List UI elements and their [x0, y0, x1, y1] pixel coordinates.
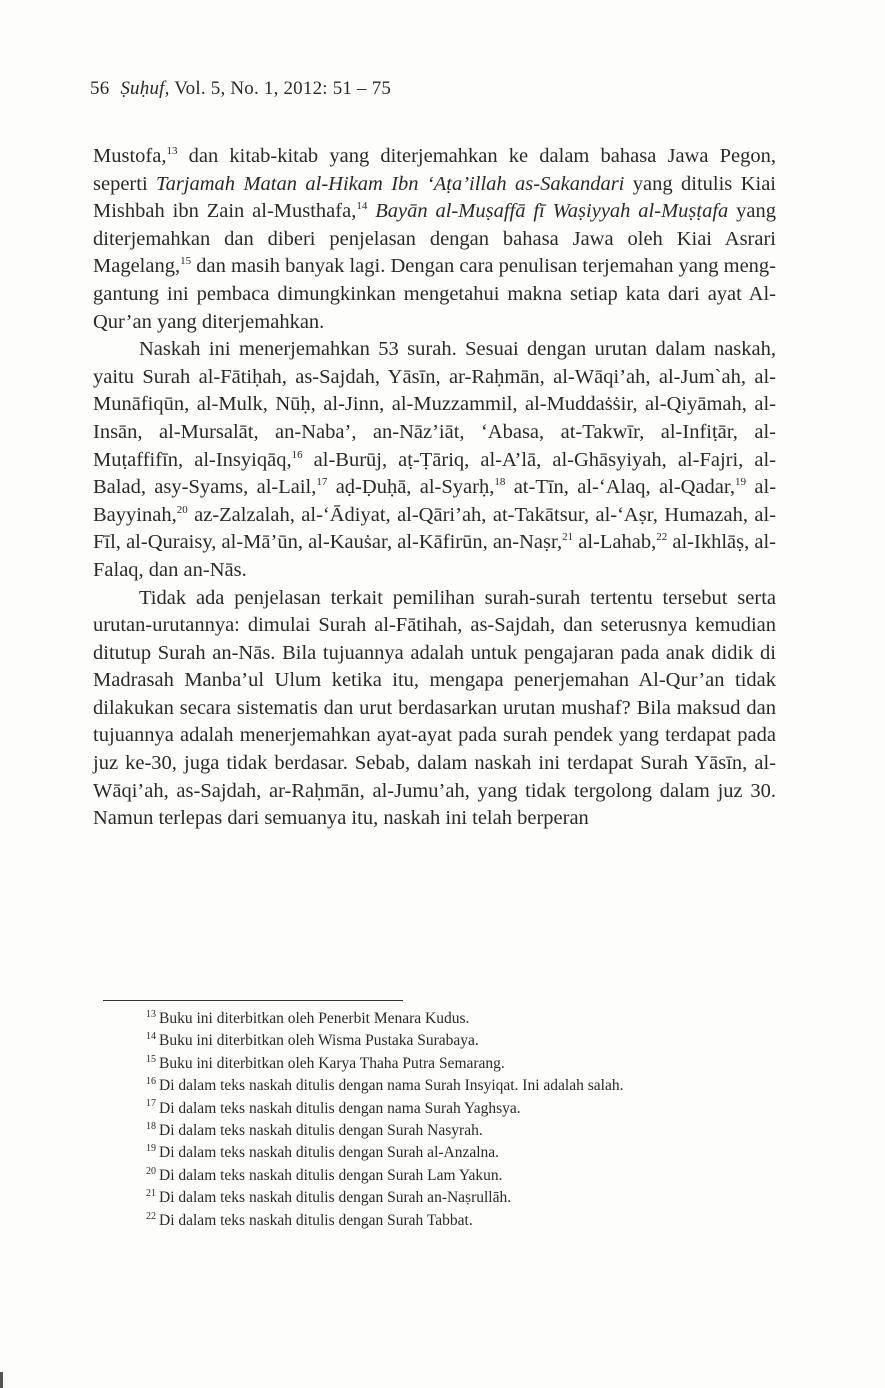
footnote-text: Di dalam teks naskah ditulis dengan Surah Lam Yakun. [159, 1166, 503, 1184]
scan-edge-mark [0, 1372, 3, 1388]
paragraph [93, 336, 776, 584]
journal-name: Ṣuḥuf, [120, 78, 170, 99]
text-run: dan kitab-kitab yang diterjemahkan ke dalam bahasa Jawa Pegon, seperti [93, 145, 776, 195]
footnote [100, 1053, 786, 1075]
footnote-text: Buku ini diterbitkan oleh Wisma Pustaka Surabaya. [159, 1032, 479, 1050]
text-run: al-Lahab, [573, 531, 657, 554]
footnote-ref: 14 [356, 200, 368, 213]
footnote-ref: 21 [562, 531, 574, 544]
footnote-ref: 15 [180, 255, 192, 268]
text-run: at-Tīn, al-‘Alaq, al-Qadar, [505, 476, 736, 499]
footnote [100, 1075, 786, 1097]
text-run: Naskah ini menerjemahkan 53 surah. Sesuai dengan urutan dalam naskah, yaitu Surah al-Fātiḥah, as-Sajdah, Yāsīn, ar-Raḥmān, al-Wāqi’ah, al-Jum`ah, al-Munāfiqūn, al-Mulk, Nūḥ, al-Jinn, al-Muzzammil, al-Muddaṡṡir, al-Qiyāmah, al-Insān, al-Mursalāt, an-Naba’, an-Nāz’iāt, ‘Abasa, at-Takwīr, al-Infiṭār, al-Muṭaffifīn, al-Insyiqāq, [93, 338, 776, 471]
footnote [100, 1098, 786, 1120]
footnote-ref: 13 [166, 145, 178, 158]
paragraph [93, 143, 776, 336]
text-run: Tidak ada penjelasan terkait pemilihan surah-surah tertentu tersebut serta urutan-urutannya: dimulai Surah al-Fātihah, as-Sajdah, dan seterusnya kemudian ditutup Surah an-Nās. Bila tujuannya adalah untuk pengajaran pada anak didik di Madrasah Manba’ul Ulum ketika itu, mengapa penerjemahan Al-Qur’an tidak dilakukan secara sistematis dan urut berdasarkan urutan mushaf? Bila maksud dan tujuannya adalah menerjemahkan ayat-ayat pada surah pendek yang terdapat pada juz ke-30, juga tidak berdasar. Sebab, dalam naskah ini terdapat Surah Yāsīn, al-Wāqi’ah, as-Sajdah, ar-Raḥmān, al-Jumu’ah, yang tidak tergolong dalam juz 30. Namun terlepas dari semuanya itu, naskah ini telah berperan [93, 586, 776, 830]
footnote-ref: 19 [735, 476, 747, 489]
book-title: Tarjamah Matan al-Hikam Ibn ‘Aṭa’illah as-Sakandari [156, 172, 625, 195]
footnote-ref: 18 [494, 476, 506, 489]
text-run: yang ditulis Kiai Mishbah ibn Zain al-Musthafa, [93, 172, 776, 223]
footnote-text: Di dalam teks naskah ditulis dengan Surah Tabbat. [159, 1211, 473, 1229]
text-run: az-Zalzalah, al-‘Ādiyat, al-Qāri’ah, at-Takātsur, al-‘Aṣr, Humazah, al-Fīl, al-Quraisy, al-Mā’ūn, al-Kauṡar, al-Kāfirūn, an-Naṣr, [93, 503, 776, 554]
footnote-text: Di dalam teks naskah ditulis dengan Surah an-Naṣrullāh. [159, 1189, 512, 1207]
text-run: aḍ-Ḍuḥā, al-Syarḥ, [327, 476, 495, 499]
footnote-number: 19 [146, 1143, 156, 1155]
text-run: Mustofa, [93, 145, 167, 167]
text-run: al-Burūj, aṭ-Ṭāriq, al-A’lā, al-Ghāsyiyah, al-Fajri, al-Balad, asy-Syams, al-Lail, [93, 448, 776, 499]
footnotes [100, 1008, 786, 1232]
footnote-text: Di dalam teks naskah ditulis dengan nama Surah Yaghsya. [159, 1099, 521, 1117]
text-run: dan masih banyak lagi. Dengan cara penulisan terjemahan yang menggantung ini pembaca dimungkinkan mengetahui makna setiap kata dari ayat Al-Qur’an yang diterjemahkan. [93, 255, 776, 333]
footnote-ref: 22 [656, 531, 668, 544]
footnote-number: 14 [146, 1031, 156, 1043]
footnote-number: 21 [146, 1188, 156, 1200]
footnote-number: 13 [146, 1008, 156, 1020]
footnote [100, 1165, 786, 1187]
text-run: yang diterjemahkan dan diberi penjelasan dengan bahasa Jawa oleh Kiai Asrari Magelang, [93, 200, 777, 278]
footnote-text: Buku ini diterbitkan oleh Karya Thaha Putra Semarang. [159, 1054, 505, 1072]
text-run: al-Ikhlāṣ, al-Falaq, dan an-Nās. [93, 531, 776, 581]
footnote [100, 1008, 786, 1030]
footnote-text: Di dalam teks naskah ditulis dengan Surah Nasyrah. [159, 1122, 483, 1140]
footnote-number: 20 [146, 1165, 156, 1177]
footnote-ref: 17 [316, 476, 328, 489]
footnote [100, 1187, 786, 1209]
footnote-number: 18 [146, 1120, 156, 1132]
footnote [100, 1210, 786, 1232]
footnote-number: 17 [146, 1098, 156, 1110]
page-number: 56 [90, 78, 110, 99]
footnote [100, 1120, 786, 1142]
footnote-ref: 16 [291, 448, 303, 461]
book-title: Bayān al-Muṣaffā fī Waṣiyyah al-Muṣṭafa [375, 200, 729, 223]
footnote-text: Buku ini diterbitkan oleh Penerbit Menara Kudus. [159, 1010, 470, 1027]
footnote-text: Di dalam teks naskah ditulis dengan nama Surah Insyiqat. Ini adalah salah. [159, 1077, 624, 1095]
footnote-rule [103, 1000, 403, 1001]
footnote-text: Di dalam teks naskah ditulis dengan Surah al-Anzalna. [159, 1144, 500, 1162]
body-text [93, 143, 776, 833]
footnote-ref: 20 [176, 503, 188, 516]
footnote-number: 16 [146, 1076, 156, 1088]
footnote-number: 22 [146, 1210, 156, 1222]
paragraph [93, 585, 776, 833]
text-run: al-Bayyinah, [93, 476, 777, 526]
footnote [100, 1142, 786, 1164]
citation: Vol. 5, No. 1, 2012: 51 – 75 [174, 78, 392, 99]
footnote [100, 1030, 786, 1052]
running-header [90, 78, 391, 100]
footnote-number: 15 [146, 1053, 156, 1065]
